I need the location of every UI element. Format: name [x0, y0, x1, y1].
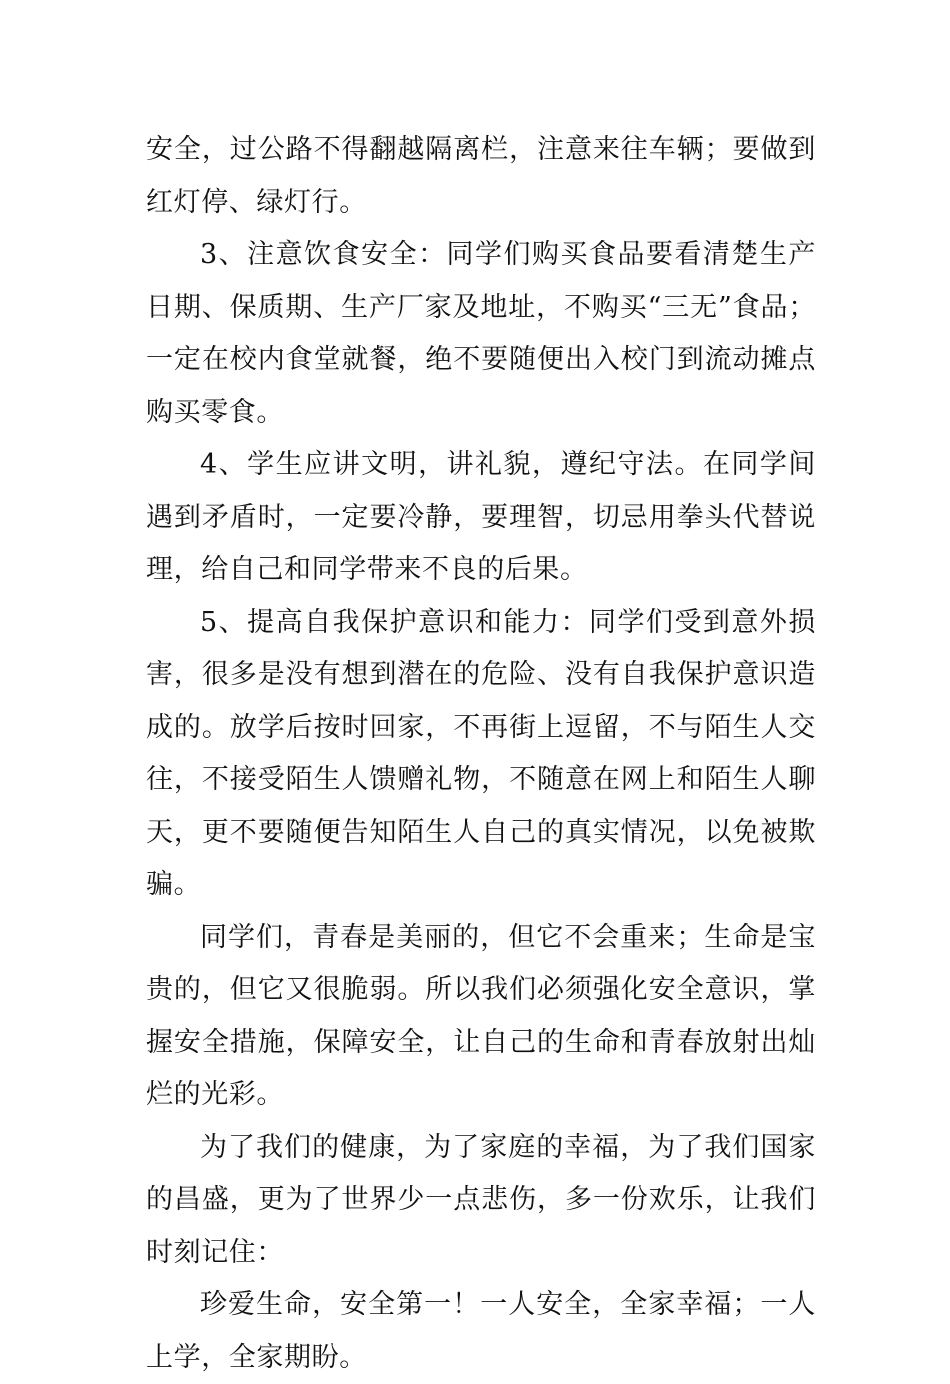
paragraph-closing-slogan: 珍爱生命，安全第一！一人安全，全家幸福；一人上学，全家期盼。 — [146, 1289, 816, 1373]
paragraph-item-5-self-protection: 5、提高自我保护意识和能力：同学们受到意外损害，很多是没有想到潜在的危险、没有自我保护意识造成的。放学后按时回家，不再街上逗留，不与陌生人交往，不接受陌生人馈赠礼物，不随意在网上和陌生人聊天，更不要随便告知陌生人自己的真实情况，以免被欺骗。 — [146, 606, 816, 900]
document-body — [146, 124, 816, 1384]
paragraph-for-health-and-family: 为了我们的健康，为了家庭的幸福，为了我们国家的昌盛，更为了世界少一点悲伤，多一份欢乐，让我们时刻记住： — [146, 1131, 816, 1268]
paragraph-item-3-food-safety: 3、注意饮食安全：同学们购买食品要看清楚生产日期、保质期、生产厂家及地址，不购买“三无”食品；一定在校内食堂就餐，绝不要随便出入校门到流动摊点购买零食。 — [146, 239, 816, 428]
paragraph-youth-and-life: 同学们，青春是美丽的，但它不会重来；生命是宝贵的，但它又很脆弱。所以我们必须强化安全意识，掌握安全措施，保障安全，让自己的生命和青春放射出灿烂的光彩。 — [146, 921, 816, 1110]
paragraph-item-4-civility: 4、学生应讲文明，讲礼貌，遵纪守法。在同学间遇到矛盾时，一定要冷静，要理智，切忌用拳头代替说理，给自己和同学带来不良的后果。 — [146, 449, 816, 585]
paragraph-continuation: 安全，过公路不得翻越隔离栏，注意来往车辆；要做到红灯停、绿灯行。 — [146, 134, 816, 218]
